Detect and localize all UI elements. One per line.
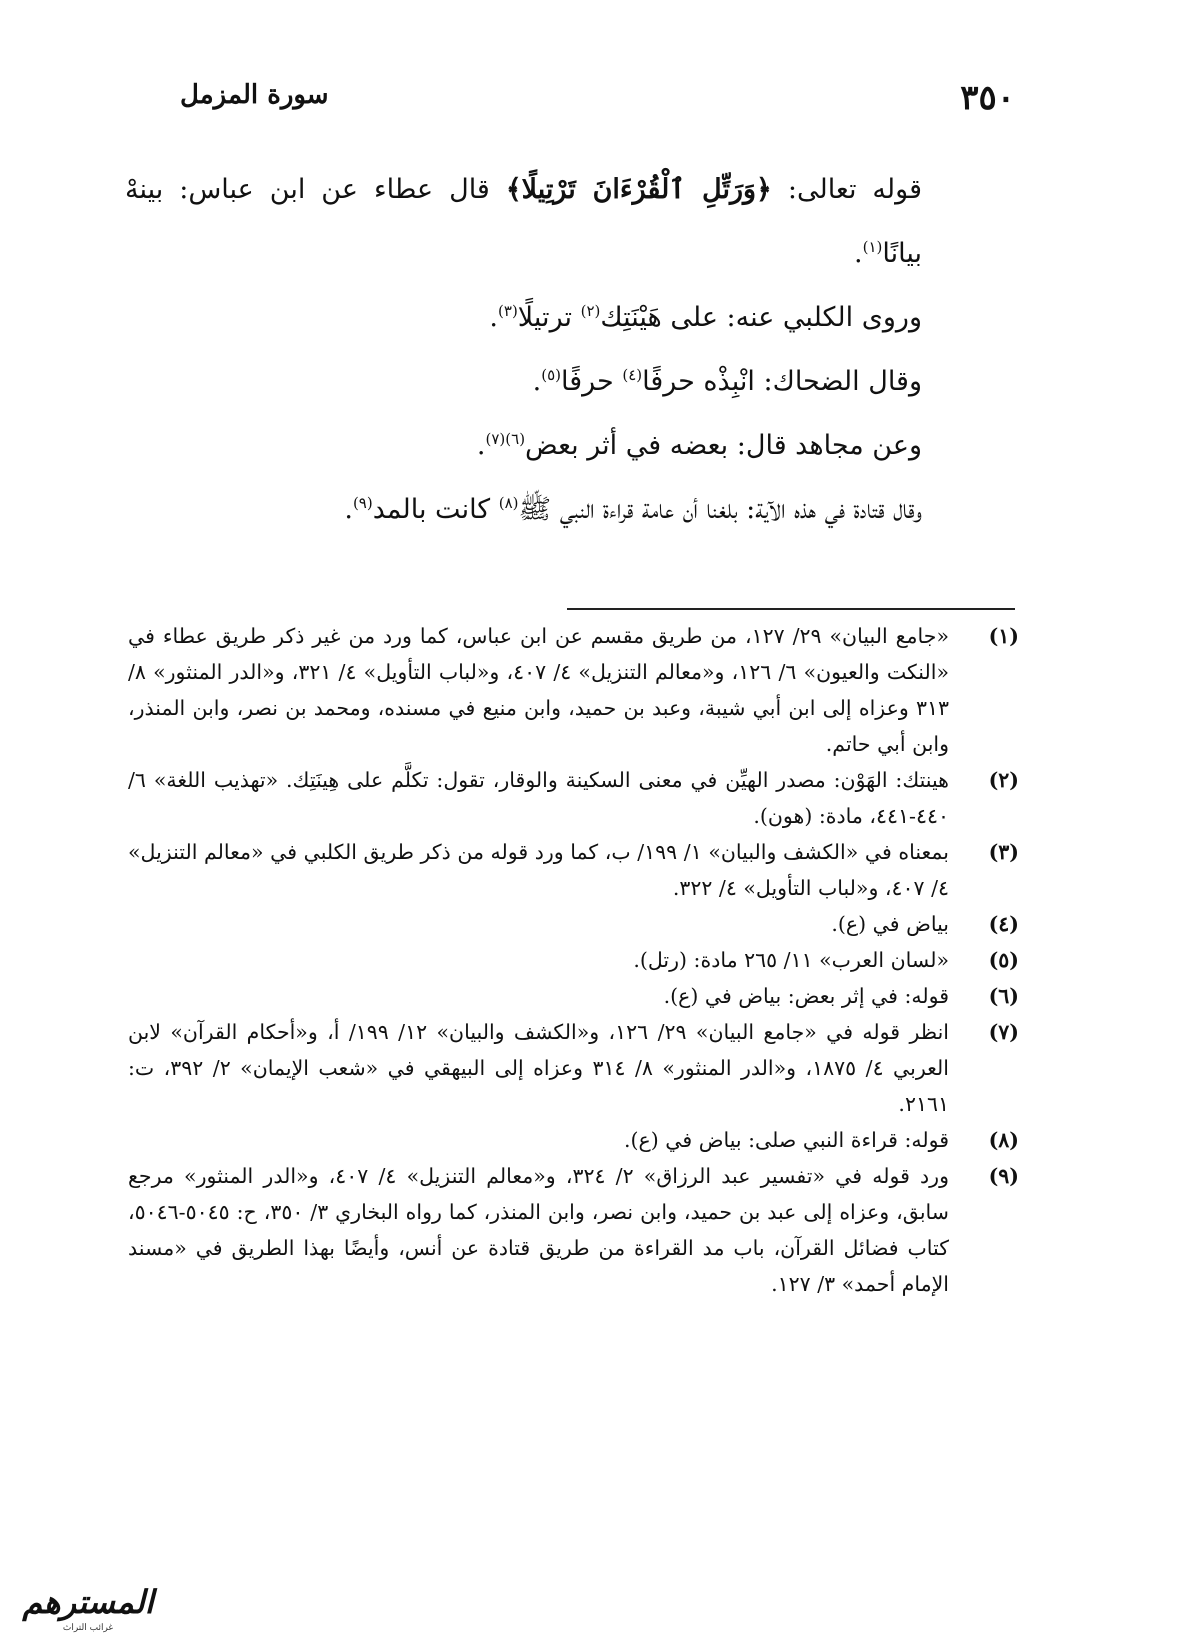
footnote [128,1122,1019,1158]
footnote [128,618,1019,762]
text-segment: وقال قتادة في هذه الآية: بلغنا أن عامة قراءة النبي ﷺ [518,494,922,525]
footnote-ref: (٢) [580,302,601,320]
paragraph-3 [125,350,1017,414]
footnote-ref: (٥) [541,366,562,384]
text-segment: وقال الضحاك: انْبِذْه حرفًا [642,366,922,397]
logo-text: المسترهم [22,1583,154,1621]
footnotes [128,618,1019,1302]
footnote-ref: (٦)(٧) [485,430,526,448]
footnote-number: (١) [988,624,1019,648]
text-segment: قوله تعالى: [771,174,922,205]
page-header [180,78,1015,128]
page-number: ٣٥٠ [960,78,1015,118]
footnote-text: «جامع البيان» ٢٩/ ١٢٧، من طريق مقسم عن ابن عباس، كما ورد من غير ذكر طريق عطاء في «النكت والعيون» ٦/ ١٢٦، و«معالم التنزيل» ٤/ ٤٠٧، و«لباب التأويل» ٤/ ٣٢١، و«الدر المنثور» ٨/ ٣١٣ وعزاه إلى ابن أبي شيبة، وعبد بن حميد، وابن منيع في مسنده، ومحمد بن نصر، وابن المنذر، وابن أبي حاتم. [128,624,949,756]
footnote-text: هينتك: الهَوْن: مصدر الهيِّن في معنى السكينة والوقار، تقول: تكلَّم على هِينَتِك. «تهذيب اللغة» ٦/ ٤٤٠-٤٤١، مادة: (هون). [128,768,949,828]
footnote [128,1014,1019,1122]
footnote-number: (٧) [988,1020,1019,1044]
footnote-text: قوله: قراءة النبي صلى: بياض في (ع). [624,1128,949,1152]
footnote-number: (٢) [988,768,1019,792]
footnote-ref: (٤) [622,366,643,384]
text-segment: . [476,430,486,461]
footnote-text: قوله: في إثر بعض: بياض في (ع). [663,984,949,1008]
main-text [125,158,1017,542]
paragraph-1 [125,158,1017,286]
footnote [128,906,1019,942]
paragraph-4 [125,414,1017,478]
footnote-number: (٩) [988,1164,1019,1188]
footnote-text: «لسان العرب» ١١/ ٢٦٥ مادة: (رتل). [633,948,949,972]
footnote-text: بياض في (ع). [831,912,949,936]
footnote-ref: (٨) [498,494,519,512]
footnote [128,762,1019,834]
footnote [128,1158,1019,1302]
footnote-ref: (١) [862,238,883,256]
footnote-text: انظر قوله في «جامع البيان» ٢٩/ ١٢٦، و«الكشف والبيان» ١٢/ ١٩٩/ أ، و«أحكام القرآن» لابن العربي ٤/ ١٨٧٥، و«الدر المنثور» ٨/ ٣١٤ وعزاه إلى البيهقي في «شعب الإيمان» ٢/ ٣٩٢، ت: ٢١٦١. [128,1020,949,1116]
footnote-ref: (٣) [498,302,518,320]
footnote [128,978,1019,1014]
text-segment: . [853,238,863,269]
footnote-number: (٦) [988,984,1019,1008]
paragraph-2 [125,286,1017,350]
footnote-text: ورد قوله في «تفسير عبد الرزاق» ٢/ ٣٢٤، و«معالم التنزيل» ٤/ ٤٠٧، و«الدر المنثور» مرجع سابق، وعزاه إلى عبد بن حميد، وابن نصر، وابن المنذر، كما رواه البخاري ٣/ ٣٥٠، ح: ٥٠٤٥-٥٠٤٦، كتاب فضائل القرآن، باب مد القراءة من طريق قتادة عن أنس، وأيضًا بهذا الطريق في «مسند الإمام أحمد» ٣/ ١٢٧. [128,1164,949,1296]
footnote-number: (٣) [988,840,1019,864]
text-segment: ترتيلًا [517,302,581,333]
quran-verse: ﴿وَرَتِّلِ ٱلْقُرْءَانَ تَرْتِيلًا﴾ [505,174,772,205]
text-segment: كانت بالمد [372,494,499,525]
text-segment: حرفًا [561,366,623,397]
text-segment: وروى الكلبي عنه: على هَيْنَتِك [600,302,922,333]
footnote-ref: (٩) [352,494,373,512]
text-segment: . [532,366,542,397]
footnote-number: (٥) [988,948,1019,972]
footnote-number: (٨) [988,1128,1019,1152]
footnote-number: (٤) [988,912,1019,936]
watermark-logo [8,1582,168,1642]
text-segment: . [489,302,499,333]
footnote [128,834,1019,906]
surah-title: سورة المزمل [180,80,329,110]
paragraph-5 [125,478,1017,542]
text-segment: . [344,494,353,525]
logo-subtext: غرائب التراث [62,1623,114,1633]
footnote [128,942,1019,978]
text-segment: قال عطاء عن ابن عباس: بينهْ بيانًا [125,174,922,269]
text-segment: وعن مجاهد قال: بعضه في أثر بعض [525,430,922,461]
footnote-divider [567,608,1015,610]
footnote-text: بمعناه في «الكشف والبيان» ١/ ١٩٩/ ب، كما ورد قوله من ذكر طريق الكلبي في «معالم التنزيل» ٤/ ٤٠٧، و«لباب التأويل» ٤/ ٣٢٢. [128,840,949,900]
